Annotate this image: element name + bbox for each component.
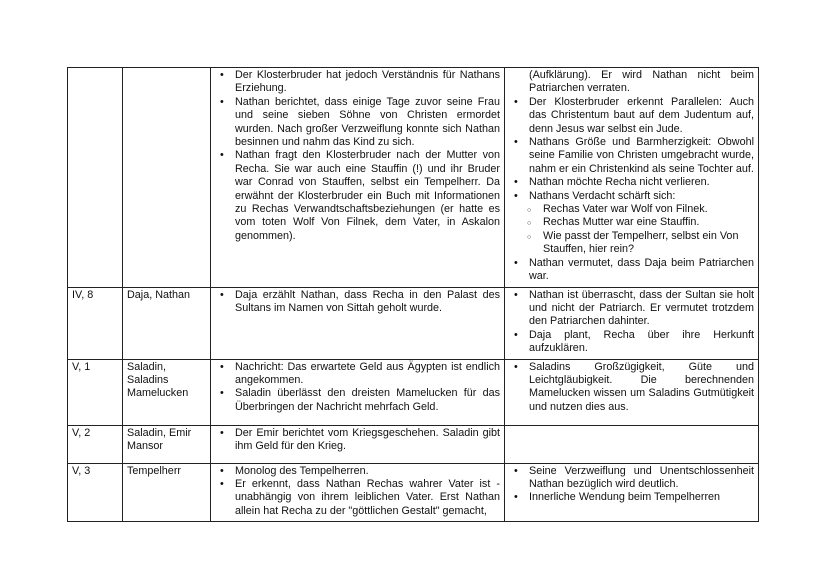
persons-cell: Daja, Nathan [123, 287, 211, 359]
list-item: • Nathan vermutet, dass Daja beim Patriarchen war. [529, 257, 754, 284]
list-item: • Saladin überlässt den dreisten Mamelucken für das Überbringen der Nachricht mehrfach Geld. [235, 387, 500, 414]
table-row [68, 287, 759, 359]
scene-cell: V, 3 [68, 463, 123, 522]
content-cell [211, 287, 505, 359]
analysis-cell [505, 425, 759, 463]
list-item: • Innerliche Wendung beim Tempelherren [529, 491, 754, 504]
sub-list-item: ○ Rechas Mutter war eine Stauffin. [543, 216, 754, 229]
list-item: • Der Klosterbruder erkennt Parallelen: Auch das Christentum baut auf dem Judentum auf, denn Jesus war selbst ein Jude. [529, 96, 754, 136]
list-item: • Der Emir berichtet vom Kriegsgeschehen. Saladin gibt ihm Geld für den Krieg. [235, 427, 500, 454]
list-item-continuation: (Aufklärung). Er wird Nathan nicht beim Patriarchen verraten. [529, 69, 754, 95]
sub-list-item: ○ Rechas Vater war Wolf von Filnek. [543, 203, 754, 216]
list-item: • Nachricht: Das erwartete Geld aus Ägypten ist endlich angekommen. [235, 361, 500, 388]
persons-cell: Tempelherr [123, 463, 211, 522]
table-row [68, 425, 759, 463]
analysis-cell [505, 287, 759, 359]
analysis-cell [505, 463, 759, 522]
scene-cell [68, 68, 123, 288]
list-item: • Er erkennt, dass Nathan Rechas wahrer Vater ist - unabhängig von ihrem leiblichen Vater. Erst Nathan allein hat Recha zu der "göttlichen Gestalt" gemacht, [235, 478, 500, 518]
table-row [68, 359, 759, 425]
table-row [68, 68, 759, 288]
list-item: • Nathan möchte Recha nicht verlieren. [529, 176, 754, 189]
analysis-cell [505, 68, 759, 288]
list-item: • Nathans Verdacht schärft sich: [529, 190, 754, 203]
list-item: • Nathan ist überrascht, dass der Sultan sie holt und nicht der Patriarch. Er vermutet trotzdem den Patriarchen dahinter. [529, 289, 754, 329]
list-item: • Nathan fragt den Klosterbruder nach der Mutter von Recha. Sie war auch eine Stauffin (!) und ihr Bruder war Conrad von Stauffen, selbst ein Tempelherr. Da erwähnt der Klosterbruder ein Buch mit Informationen zu Rechas Verwandtschaftsbeziehungen (er hatte es vom toten Wolf Von Filnek, dem Vater, in Askalon genommen). [235, 149, 500, 243]
list-item: • Saladins Großzügigkeit, Güte und Leichtgläubigkeit. Die berechnenden Mamelucken wissen um Saladins Gutmütigkeit und nutzen dies aus. [529, 361, 754, 415]
content-cell [211, 359, 505, 425]
content-cell [211, 68, 505, 288]
list-item: • Nathan berichtet, dass einige Tage zuvor seine Frau und seine sieben Söhne von Christen ermordet wurden. Nach großer Verzweiflung konnte sich Nathan besinnen und nahm das Kind zu sich. [235, 96, 500, 150]
analysis-cell [505, 359, 759, 425]
list-item: • Daja plant, Recha über ihre Herkunft aufzuklären. [529, 329, 754, 356]
content-cell [211, 425, 505, 463]
list-item: • Daja erzählt Nathan, dass Recha in den Palast des Sultans im Namen von Sittah geholt wurde. [235, 289, 500, 316]
table-row [68, 463, 759, 522]
list-item: • Seine Verzweiflung und Unentschlossenheit Nathan bezüglich wird deutlich. [529, 465, 754, 492]
scene-cell: IV, 8 [68, 287, 123, 359]
list-item: • Nathans Größe und Barmherzigkeit: Obwohl seine Familie von Christen umgebracht wurde, nahm er ein Christenkind als seine Tochter auf. [529, 136, 754, 176]
scene-analysis-table [67, 67, 759, 522]
persons-cell [123, 68, 211, 288]
scene-cell: V, 1 [68, 359, 123, 425]
persons-cell: Saladin, Saladins Mamelucken [123, 359, 211, 425]
sub-list-item: ○ Wie passt der Tempelherr, selbst ein Von Stauffen, hier rein? [543, 230, 754, 257]
scene-cell: V, 2 [68, 425, 123, 463]
content-cell [211, 463, 505, 522]
persons-cell: Saladin, Emir Mansor [123, 425, 211, 463]
list-item: • Monolog des Tempelherren. [235, 465, 500, 478]
list-item: • Der Klosterbruder hat jedoch Verständnis für Nathans Erziehung. [235, 69, 500, 96]
